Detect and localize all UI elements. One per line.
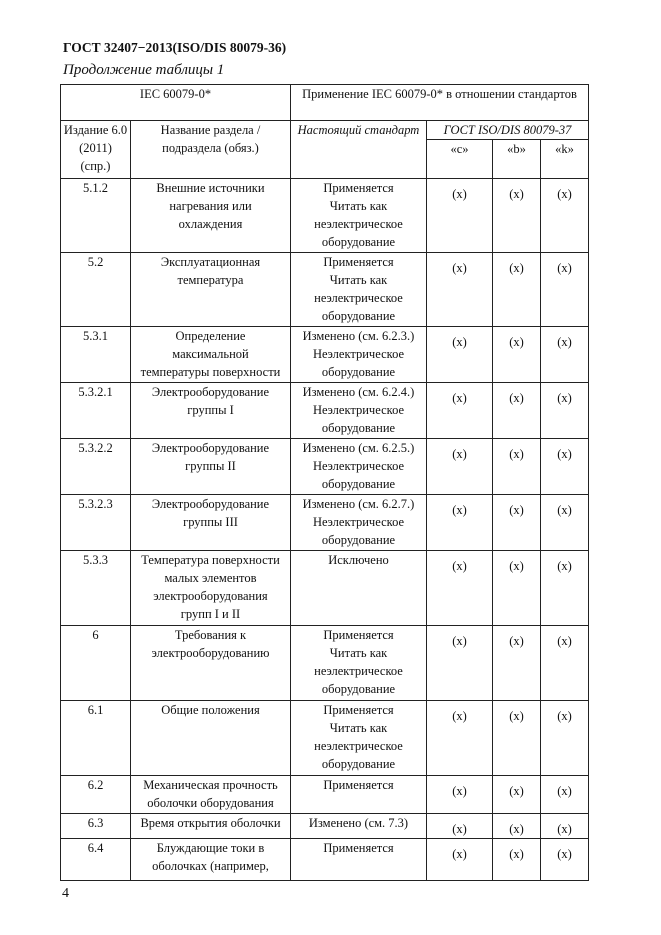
application-line: Применяется — [323, 778, 394, 792]
section-name-line: Определение — [175, 329, 246, 343]
mark-k: (x) — [541, 701, 589, 776]
section-name-line: электрооборудования — [153, 589, 268, 603]
mark-b: (x) — [493, 439, 541, 495]
section-name-line: максимальной — [172, 347, 249, 361]
section-name-line: Механическая прочность — [143, 778, 278, 792]
col-header-edition: Издание 6.0 (2011) (спр.) — [61, 121, 131, 179]
application-status — [291, 495, 427, 551]
col-header-this-standard: Настоящий стандарт — [291, 121, 427, 179]
application-line: Применяется — [323, 703, 394, 717]
section-number: 5.3.2.1 — [61, 383, 131, 439]
mark-k: (x) — [541, 839, 589, 881]
mark-k: (x) — [541, 814, 589, 839]
standards-table — [60, 84, 589, 881]
section-name — [131, 327, 291, 383]
mark-c: (x) — [427, 626, 493, 701]
section-name-line: нагревания или — [169, 199, 252, 213]
group-header-application: Применение IEC 60079-0* в отношении стандартов — [291, 85, 589, 121]
mark-b: (x) — [493, 814, 541, 839]
application-line: Изменено (см. 6.2.3.) — [302, 329, 415, 343]
section-name — [131, 701, 291, 776]
section-name — [131, 439, 291, 495]
application-line: Читать как — [329, 199, 388, 213]
application-line: Неэлектрическое — [312, 347, 405, 361]
mark-b: (x) — [493, 776, 541, 814]
mark-c: (x) — [427, 383, 493, 439]
section-name-line: Время открытия оболочки — [140, 816, 281, 830]
mark-b: (x) — [493, 179, 541, 253]
section-name-line: оболочки оборудования — [147, 796, 274, 810]
application-line: Изменено (см. 6.2.7.) — [302, 497, 415, 511]
section-name-line: Эксплуатационная — [160, 255, 261, 269]
table-row — [61, 776, 589, 814]
mark-b: (x) — [493, 495, 541, 551]
section-name-line: малых элементов — [164, 571, 257, 585]
mark-c: (x) — [427, 495, 493, 551]
col-header-section-name: Название раздела / подраздела (обяз.) — [131, 121, 291, 179]
mark-b: (x) — [493, 701, 541, 776]
section-name-line: Блуждающие токи в — [156, 841, 265, 855]
mark-c: (x) — [427, 439, 493, 495]
mark-k: (x) — [541, 495, 589, 551]
section-number: 6.3 — [61, 814, 131, 839]
section-name — [131, 383, 291, 439]
mark-c: (x) — [427, 839, 493, 881]
application-status — [291, 551, 427, 626]
mark-c: (x) — [427, 776, 493, 814]
section-number: 5.3.2.3 — [61, 495, 131, 551]
section-name-line: группы III — [183, 515, 238, 529]
section-name-line: охлаждения — [178, 217, 243, 231]
table-row — [61, 439, 589, 495]
table-row — [61, 383, 589, 439]
application-line: Неэлектрическое — [312, 515, 405, 529]
table-row — [61, 701, 589, 776]
section-name-line: Электрооборудование — [151, 441, 270, 455]
application-line: Неэлектрическое — [312, 459, 405, 473]
application-status — [291, 253, 427, 327]
section-name-line: Температура поверхности — [141, 553, 280, 567]
section-name-line: групп I и II — [180, 607, 241, 621]
application-line: Неэлектрическое — [312, 403, 405, 417]
mark-c: (x) — [427, 327, 493, 383]
table-row — [61, 626, 589, 701]
col-header-c: «c» — [427, 140, 493, 179]
mark-k: (x) — [541, 253, 589, 327]
application-line: неэлектрическое — [314, 291, 403, 305]
application-line: Исключено — [328, 553, 389, 567]
mark-b: (x) — [493, 551, 541, 626]
table-row — [61, 495, 589, 551]
section-name-line: группы I — [187, 403, 234, 417]
application-status — [291, 814, 427, 839]
col-header-b: «b» — [493, 140, 541, 179]
col-header-k: «k» — [541, 140, 589, 179]
section-number: 6.2 — [61, 776, 131, 814]
section-number: 5.3.2.2 — [61, 439, 131, 495]
application-line: Изменено (см. 7.3) — [308, 816, 409, 830]
section-number: 6.4 — [61, 839, 131, 881]
application-line: оборудование — [321, 235, 396, 249]
section-name-line: Требования к — [174, 628, 247, 642]
mark-c: (x) — [427, 701, 493, 776]
application-line: оборудование — [321, 365, 396, 379]
section-name-line: электрооборудованию — [151, 646, 270, 660]
application-line: Применяется — [323, 181, 394, 195]
page-number: 4 — [62, 886, 69, 901]
application-line: Читать как — [329, 721, 388, 735]
application-line: неэлектрическое — [314, 217, 403, 231]
table-row — [61, 814, 589, 839]
section-number: 5.2 — [61, 253, 131, 327]
section-name — [131, 814, 291, 839]
section-name-line: Электрооборудование — [151, 497, 270, 511]
section-name-line: Внешние источники — [156, 181, 265, 195]
mark-k: (x) — [541, 383, 589, 439]
group-header-iec: IEC 60079-0* — [61, 85, 291, 121]
section-name-line: температуры поверхности — [140, 365, 281, 379]
section-name-line: температура — [177, 273, 244, 287]
section-number: 5.1.2 — [61, 179, 131, 253]
mark-b: (x) — [493, 383, 541, 439]
section-number: 6.1 — [61, 701, 131, 776]
section-name-line: оболочках (например, — [152, 859, 269, 873]
application-line: неэлектрическое — [314, 664, 403, 678]
application-line: Читать как — [329, 646, 388, 660]
section-name-line: Электрооборудование — [151, 385, 270, 399]
application-line: неэлектрическое — [314, 739, 403, 753]
mark-k: (x) — [541, 327, 589, 383]
application-status — [291, 701, 427, 776]
mark-k: (x) — [541, 179, 589, 253]
application-line: Применяется — [323, 628, 394, 642]
application-line: оборудование — [321, 533, 396, 547]
section-name — [131, 495, 291, 551]
table-row — [61, 551, 589, 626]
mark-c: (x) — [427, 179, 493, 253]
application-line: Читать как — [329, 273, 388, 287]
application-line: оборудование — [321, 421, 396, 435]
section-name — [131, 179, 291, 253]
table-row — [61, 253, 589, 327]
application-line: Изменено (см. 6.2.5.) — [302, 441, 415, 455]
application-status — [291, 383, 427, 439]
table-row — [61, 839, 589, 881]
section-number: 6 — [61, 626, 131, 701]
mark-k: (x) — [541, 626, 589, 701]
document-code: ГОСТ 32407−2013(ISO/DIS 80079-36) — [63, 40, 287, 55]
mark-b: (x) — [493, 626, 541, 701]
section-name — [131, 776, 291, 814]
section-name-line: группы II — [185, 459, 236, 473]
section-number: 5.3.3 — [61, 551, 131, 626]
application-line: оборудование — [321, 309, 396, 323]
mark-k: (x) — [541, 776, 589, 814]
table-row — [61, 327, 589, 383]
mark-c: (x) — [427, 253, 493, 327]
table-row — [61, 179, 589, 253]
application-line: Применяется — [323, 255, 394, 269]
application-line: оборудование — [321, 757, 396, 771]
application-status — [291, 439, 427, 495]
section-name — [131, 626, 291, 701]
table-caption: Продолжение таблицы 1 — [63, 62, 225, 78]
mark-c: (x) — [427, 551, 493, 626]
mark-k: (x) — [541, 551, 589, 626]
section-name — [131, 551, 291, 626]
section-number: 5.3.1 — [61, 327, 131, 383]
application-line: оборудование — [321, 682, 396, 696]
mark-b: (x) — [493, 839, 541, 881]
mark-b: (x) — [493, 253, 541, 327]
application-status — [291, 776, 427, 814]
application-status — [291, 839, 427, 881]
application-line: оборудование — [321, 477, 396, 491]
application-status — [291, 626, 427, 701]
section-name-line: Общие положения — [161, 703, 260, 717]
application-status — [291, 327, 427, 383]
mark-c: (x) — [427, 814, 493, 839]
application-line: Изменено (см. 6.2.4.) — [302, 385, 415, 399]
section-name — [131, 253, 291, 327]
col-header-gost: ГОСТ ISO/DIS 80079-37 — [427, 121, 589, 140]
section-name — [131, 839, 291, 881]
mark-b: (x) — [493, 327, 541, 383]
application-status — [291, 179, 427, 253]
mark-k: (x) — [541, 439, 589, 495]
application-line: Применяется — [323, 841, 394, 855]
